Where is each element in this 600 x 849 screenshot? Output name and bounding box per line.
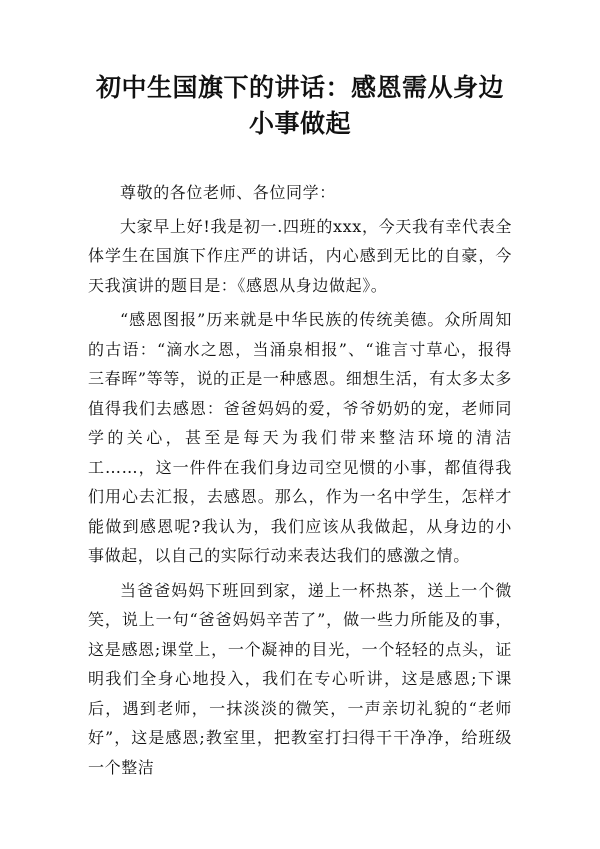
body-paragraph-2: “感恩图报”历来就是中华民族的传统美德。众所周知的古语：“滴水之恩，当涌泉相报”、“谁言寸草心，报得三春晖”等等，说的正是一种感恩。细想生活，有太多太多值得我们去感恩：爸爸妈妈的爱，爷爷奶奶的宠，老师同学的关心，甚至是每天为我们带来整洁环境的清洁工……，这一件件在我们身边司空见惯的小事，都值得我们用心去汇报，去感恩。那么，作为一名中学生，怎样才能做到感恩呢?我认为，我们应该从我做起，从身边的小事做起，以自己的实际行动来表达我们的感激之情。 xyxy=(88,310,512,565)
body-paragraph-1: 大家早上好!我是初一.四班的xxx，今天我有幸代表全体学生在国旗下作庄严的讲话，内心感到无比的自豪，今天我演讲的题目是：《感恩从身边做起》。 xyxy=(88,216,512,295)
document-body xyxy=(88,178,512,782)
body-paragraph-3: 当爸爸妈妈下班回到家，递上一杯热茶，送上一个微笑，说上一句“爸爸妈妈辛苦了”，做一些力所能及的事，这是感恩;课堂上，一个凝神的目光，一个轻轻的点头，证明我们全身心地投入，我们在专心听讲，这是感恩;下课后，遇到老师，一抹淡淡的微笑，一声亲切礼貌的“老师好”，这是感恩;教室里，把教室打扫得干干净净，给班级一个整洁 xyxy=(88,580,512,777)
greeting-paragraph: 尊敬的各位老师、各位同学： xyxy=(120,183,336,202)
document-title: 初中生国旗下的讲话：感恩需从身边小事做起 xyxy=(95,73,504,138)
